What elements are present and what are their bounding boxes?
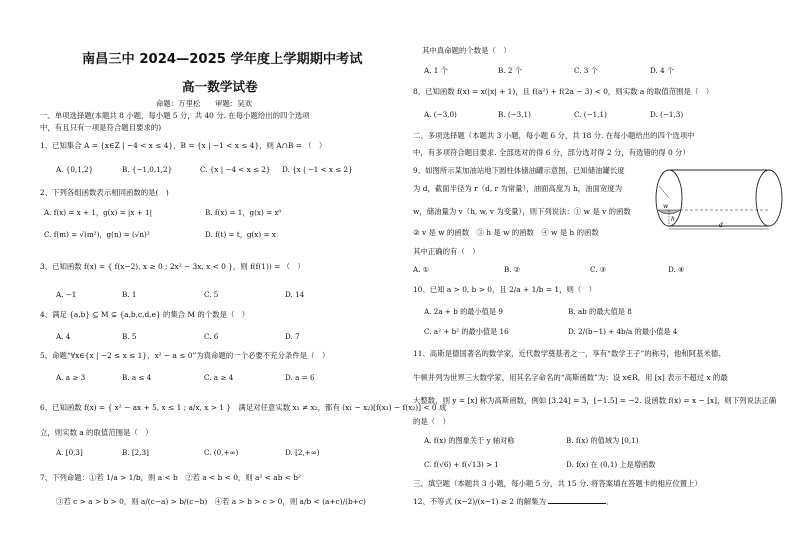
q2-option-b: B. f(x) = 1，g(x) = x⁰	[205, 208, 282, 217]
label-h: h	[671, 216, 675, 223]
question-12-end: ．	[606, 497, 614, 506]
q9-option-c: C. ③	[590, 265, 607, 274]
question-9-line3: w，储油量为 v（h, w, v 为变量），则下列说法：① w 是 v 的函数	[413, 207, 631, 216]
section-1-heading: 一、单项选择题(本题共 8 小题，每小题 5 分，共 40 分. 在每小题给出的四个选项	[40, 111, 310, 120]
q9-option-a: A. ①	[413, 265, 430, 274]
q1-option-a: A. {0,1,2}	[56, 165, 94, 174]
q8-option-d: D. (−1,3)	[650, 110, 684, 119]
q8-option-c: C. (−1,1)	[574, 110, 607, 119]
section-3-heading: 三、填空题（本题共 3 小题，每小题 5 分，共 15 分. 将答案填在答题卡的相应位置上）	[413, 479, 702, 488]
q8-option-a: A. (−3,0)	[424, 110, 457, 119]
question-5: 5、命题“∀x∈{x | −2 ≤ x ≤ 1}，x² − a ≤ 0”为真命题的一个必要不充分条件是（ ）	[40, 351, 330, 360]
q1-option-d: D. {x | −1 < x ≤ 2}	[282, 165, 353, 174]
q11-option-b: B. f(x) 的值域为 [0,1)	[566, 436, 639, 445]
question-9-line2: 为 d，截面半径为 r（d, r 为常量），油面高度为 h，油面宽度为	[413, 184, 623, 193]
question-12-text: 12、不等式 (x−2)/(x−1) ≥ 2 的解集为	[413, 497, 546, 506]
section-2-heading: 二、多项选择题（本题共 3 小题，每小题 6 分，共 18 分. 在每小题给出的四个选项中	[413, 131, 695, 140]
q10-option-b: B. ab 的最大值是 8	[568, 307, 632, 316]
question-12	[413, 496, 614, 507]
q3-option-b: B. 1	[122, 290, 137, 299]
question-11-line3: 大整数，则 y = [x] 称为高斯函数，例如 [3.24] = 3，[−1.5] = −2. 设函数 f(x) = x − [x]，则下列说法正确	[413, 396, 777, 405]
question-7: 7、下列命题：①若 1/a > 1/b，则 a < b ②若 a < b < 0，则 a² < ab < b²	[40, 473, 302, 482]
answer-blank[interactable]	[548, 496, 606, 504]
q10-option-c: C. a² + b² 的最小值是 16	[424, 327, 509, 336]
q6-option-d: D. [2,+∞)	[285, 448, 320, 457]
q8-option-b: B. (−3,1)	[498, 110, 531, 119]
q11-option-a: A. f(x) 的图象关于 y 轴对称	[424, 436, 515, 445]
q3-option-d: D. 14	[285, 290, 305, 299]
q2-option-c: C. f(m) = √(m²)，g(n) = (√n)²	[44, 230, 150, 239]
question-9: 9、如图所示某加油站地下圆柱体储油罐示意图，已知储油罐长度	[413, 166, 625, 175]
setter-line: 命题：万里松 审题：吴欢	[156, 99, 253, 108]
question-11-line4: 的是（ ）	[413, 417, 450, 426]
q1-option-b: B. {−1,0,1,2}	[122, 165, 173, 174]
q3-option-c: C. 5	[204, 290, 219, 299]
label-w: w	[663, 203, 669, 210]
q7-option-c: C. 3 个	[574, 66, 598, 75]
q6-option-c: C. (0,+∞)	[204, 448, 239, 457]
q11-option-c: C. f(√6) + f(√13) > 1	[424, 460, 499, 469]
question-4: 4、满足 {a,b} ⊆ M ⊊ {a,b,c,d,e} 的集合 M 的个数是（ ）	[40, 310, 250, 319]
q5-option-d: D. a = 6	[285, 373, 315, 382]
question-11-line2: 牛顿并列为世界三大数学家，用其名字命名的“高斯函数”为：设 x∈R，用 [x] 表示不超过 x 的最	[413, 373, 728, 382]
question-6: 6、已知函数 f(x) = { x² − ax + 5, x ≤ 1 ; a/x, x > 1 } 满足对任意实数 x₁ ≠ x₂，都有 (x₁ − x₂)[f(x₁) − f(x₂)] < 0 成	[40, 403, 447, 412]
exam-subtitle: 高一数学试卷	[182, 79, 258, 94]
q9-option-d: D. ④	[668, 265, 685, 274]
question-11: 11、高斯是德国著名的数学家，近代数学奠基者之一，享有“数学王子”的称号，他和阿基米德、	[413, 349, 726, 358]
q10-option-a: A. 2a + b 的最小值是 9	[424, 307, 503, 316]
q6-option-a: A. [0,3]	[56, 448, 83, 457]
label-d: d	[719, 222, 723, 229]
section-1-heading-cont: 中，有且只有一项是符合题目要求的)	[40, 123, 162, 132]
q5-option-b: B. a ≤ 4	[122, 373, 152, 382]
question-1: 1、已知集合 A = {x∈Z | −4 < x ≤ 4}，B = {x | −1 < x ≤ 4}，则 A∩B = （ ）	[40, 141, 327, 150]
q7-option-d: D. 4 个	[650, 66, 675, 75]
section-2-heading-cont: 中，有多项符合题目要求. 全部选对的得 6 分，部分选对得 2 分，有选错的得 0 分）	[413, 148, 690, 157]
question-3: 3、已知函数 f(x) = { f(x−2), x ≥ 0 ; 2x² − 3x, x < 0 }，则 f(f(1)) = （ ）	[40, 262, 305, 271]
question-8: 8、已知函数 f(x) = x(|x| + 1)，且 f(a²) + f(2a − 3) < 0，则实数 a 的取值范围是（ ）	[413, 87, 714, 96]
q4-option-a: A. 4	[56, 332, 71, 341]
question-7-cont: ③若 c > a > b > 0，则 a/(c−a) > b/(c−b) ④若 a > b > c > 0，则 a/b < (a+c)/(b+c)	[56, 497, 366, 506]
q6-option-b: B. [2,3]	[122, 448, 149, 457]
q7-option-a: A. 1 个	[424, 66, 448, 75]
q4-option-d: D. 7	[285, 332, 300, 341]
q2-option-d: D. f(t) = t，g(x) = x	[205, 230, 276, 239]
q10-option-d: D. 2/(b−1) + 4b/a 的最小值是 4	[568, 327, 678, 336]
q7-option-b: B. 2 个	[498, 66, 522, 75]
question-10: 10、已知 a > 0, b > 0，且 2/a + 1/b = 1，则（ ）	[413, 285, 597, 294]
question-6-cont: 立，则实数 a 的取值范围是（ ）	[40, 428, 153, 437]
q1-option-c: C. {x | −4 < x ≤ 2}	[200, 165, 271, 174]
q5-option-c: C. a ≥ 4	[204, 373, 234, 382]
question-2: 2、下列各组函数表示相同函数的是( )	[40, 188, 169, 197]
q4-option-c: C. 6	[204, 332, 219, 341]
q4-option-b: B. 5	[122, 332, 137, 341]
oil-tank-figure	[655, 166, 785, 232]
q2-option-a: A. f(x) = x + 1，g(x) = |x + 1|	[44, 208, 152, 217]
exam-title: 南昌三中 2024—2025 学年度上学期期中考试	[82, 52, 363, 67]
q9-option-b: B. ②	[504, 265, 521, 274]
question-9-line4: ② v 是 w 的函数 ③ h 是 w 的函数 ④ w 是 h 的函数	[413, 228, 599, 237]
q11-option-d: D. f(x) 在 (0,1) 上是增函数	[566, 460, 656, 469]
q3-option-a: A. −1	[56, 290, 77, 299]
question-9-line5: 其中正确的有（ ）	[413, 247, 480, 256]
q5-option-a: A. a ≥ 3	[56, 373, 86, 382]
question-7-tail: 其中真命题的个数是（ ）	[422, 46, 511, 55]
